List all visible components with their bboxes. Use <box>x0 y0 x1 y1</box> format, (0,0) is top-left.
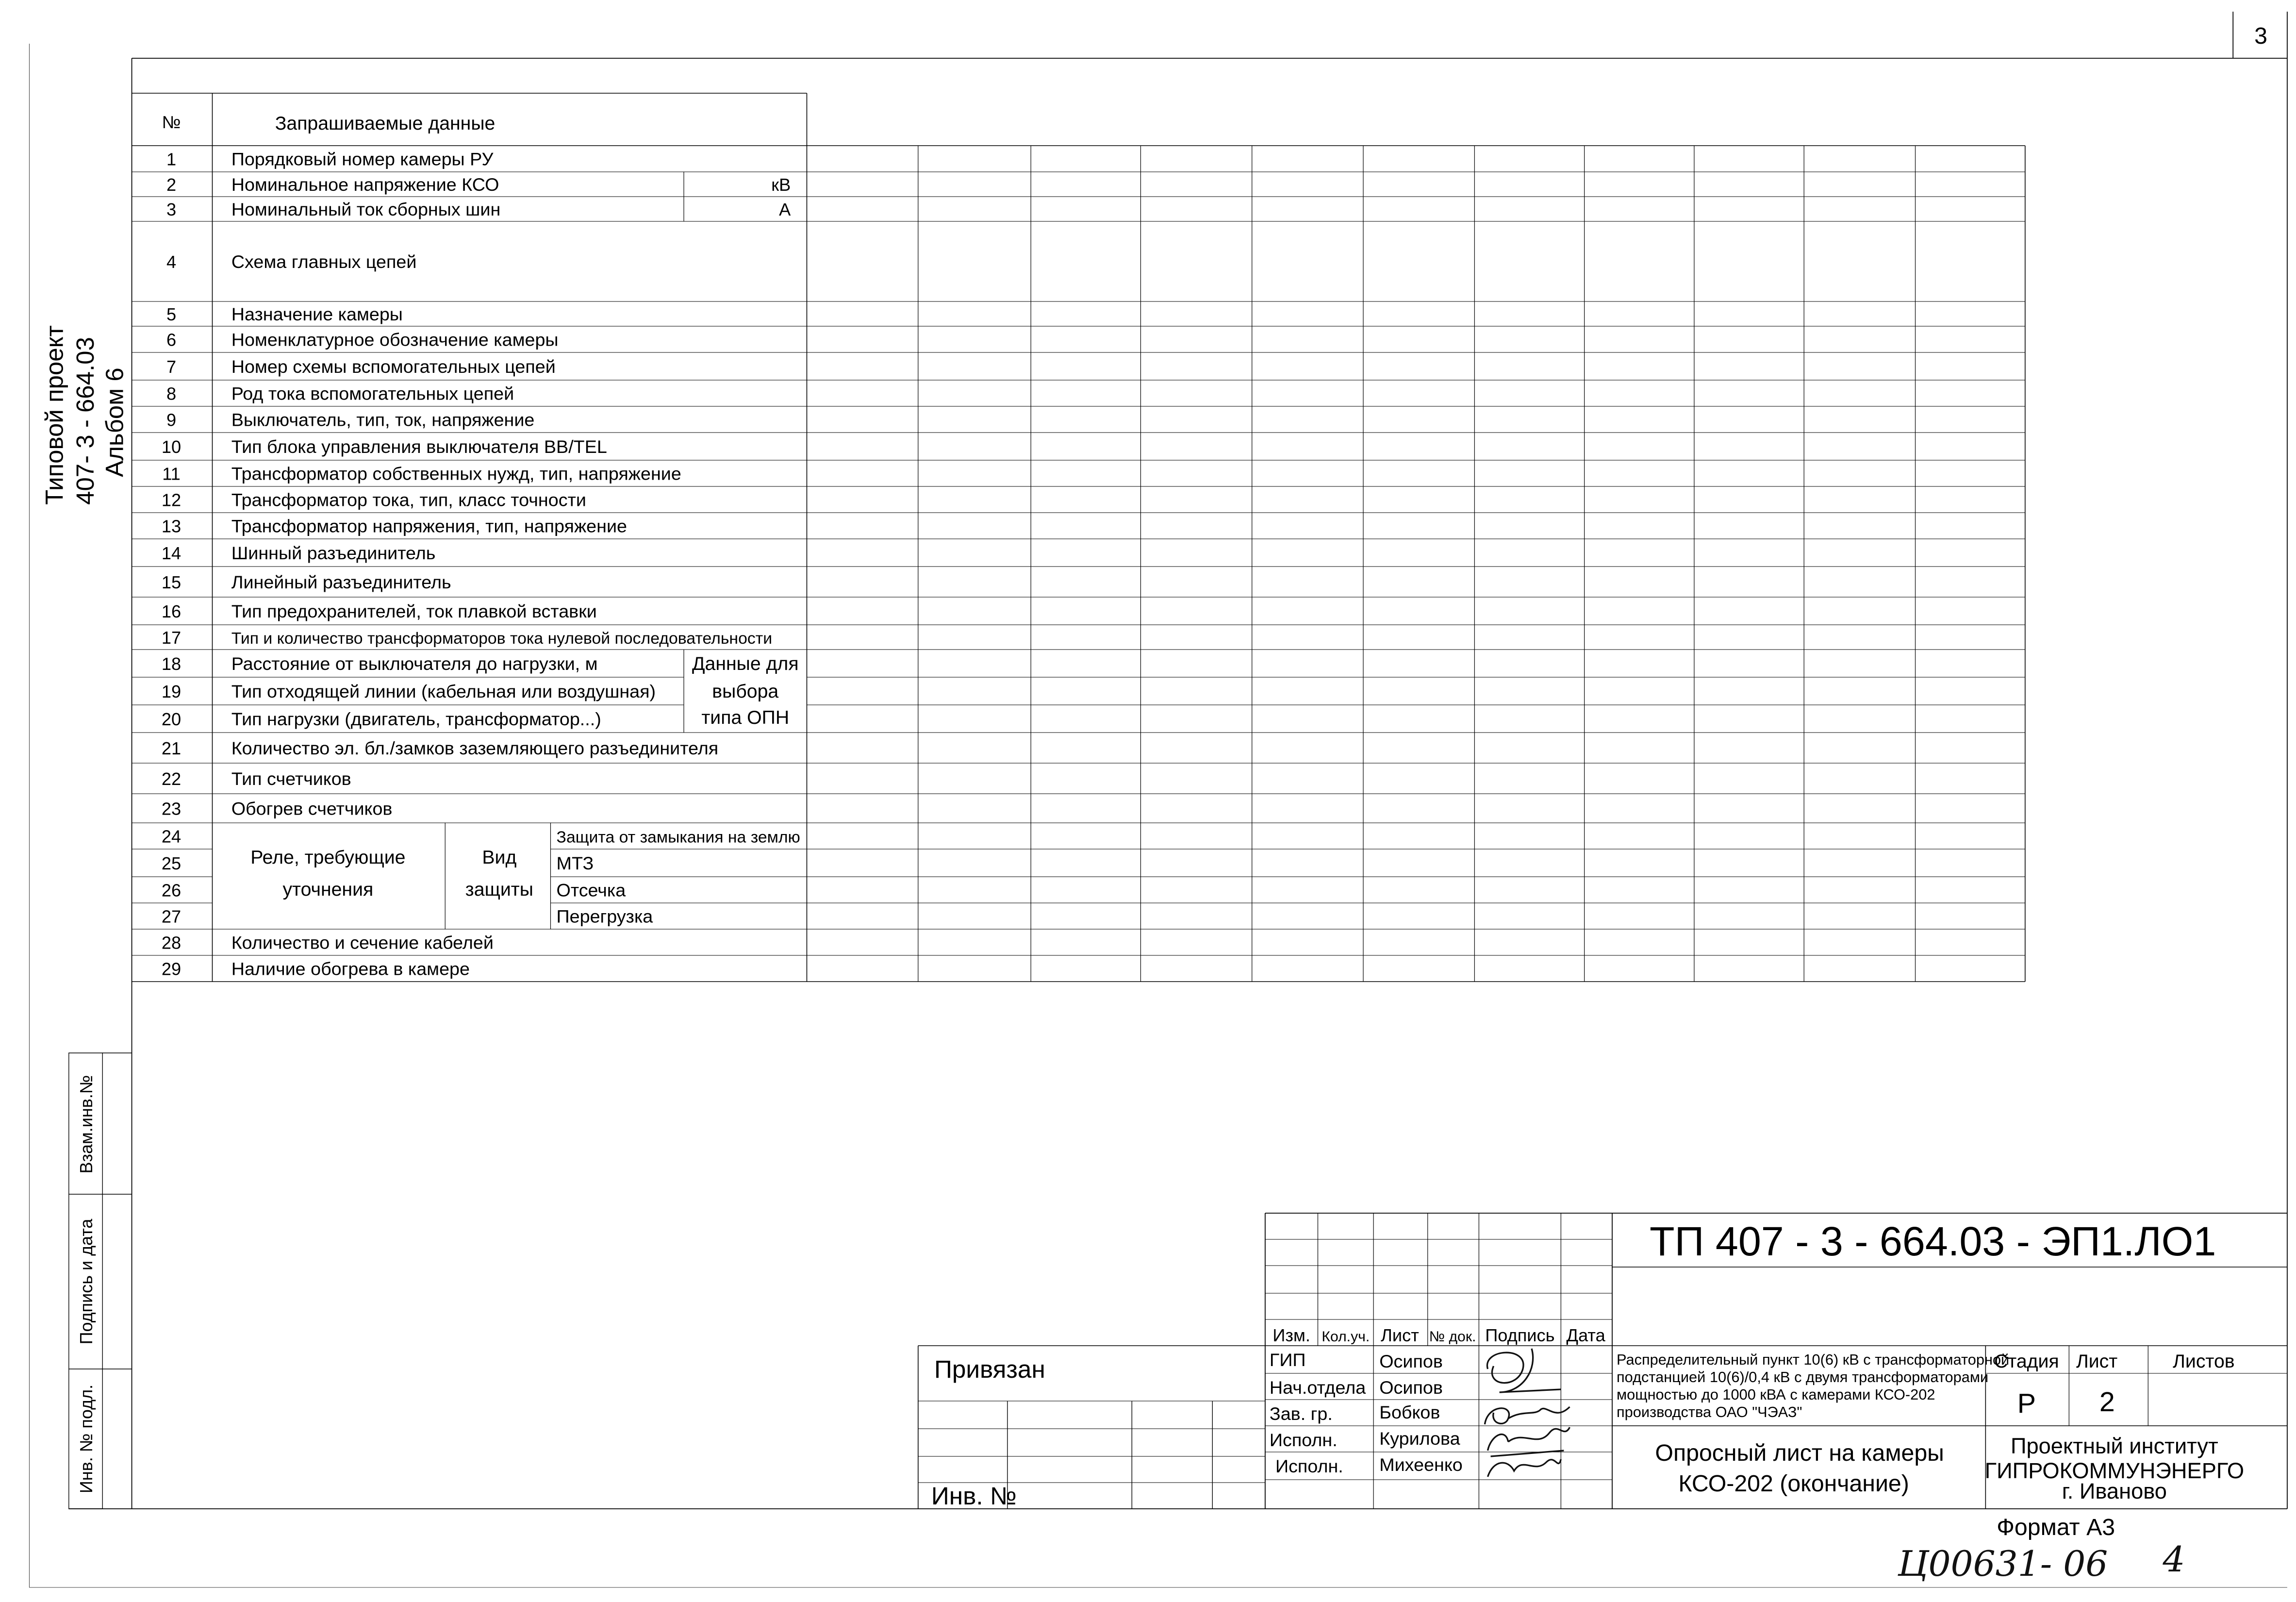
row-label: Номенклатурное обозначение камеры <box>231 329 559 350</box>
table-row <box>162 543 436 563</box>
field-replaces-inv: Взам.инв.№ <box>76 1075 97 1174</box>
row-number: 27 <box>161 906 182 927</box>
table-row <box>162 799 393 819</box>
row-label: Выключатель, тип, ток, напряжение <box>231 409 535 430</box>
row-number: 22 <box>161 769 182 789</box>
row-number: 7 <box>166 357 177 377</box>
object-description-line1: Распределительный пункт 10(6) кВ с трансформаторной <box>1617 1351 2010 1368</box>
signer-name-2: Осипов <box>1379 1377 1443 1398</box>
row-number: 10 <box>161 437 182 457</box>
table-row <box>166 251 417 272</box>
table-row <box>166 410 534 430</box>
row-number: 3 <box>166 200 177 219</box>
organization <box>1985 1434 2244 1503</box>
row-unit: кВ <box>771 175 791 195</box>
row-label: Тип счетчиков <box>231 768 351 789</box>
row-label: Порядковый номер камеры РУ <box>231 149 494 169</box>
sheet-title-line2: КСО-202 (окончание) <box>1678 1470 1909 1497</box>
signature-osipov <box>1487 1349 1561 1392</box>
project-code: 407- 3 - 664.03 <box>71 337 99 505</box>
row-label: Тип отходящей линии (кабельная или воздушная) <box>231 681 656 701</box>
row-label: Обогрев счетчиков <box>231 798 393 819</box>
row-label: Количество и сечение кабелей <box>231 932 494 953</box>
stamp-col-date: Дата <box>1566 1325 1605 1345</box>
object-description-line3: мощностью до 1000 кВА с камерами КСО-202 <box>1617 1386 1935 1403</box>
row-number: 25 <box>161 853 182 873</box>
signer-role-1: ГИП <box>1269 1350 1306 1370</box>
table-row <box>166 149 494 169</box>
column-number-header: № <box>162 112 181 132</box>
format-label: Формат А3 <box>1997 1514 2115 1540</box>
signer-role-4: Исполн. <box>1269 1430 1338 1450</box>
table-row <box>166 304 403 324</box>
questionnaire-table-grid <box>132 93 2025 982</box>
sheet-title <box>1655 1440 1944 1497</box>
table-row <box>162 827 800 847</box>
table-row <box>162 738 718 758</box>
row-number: 2 <box>166 175 177 195</box>
sheet-corner-number: 3 <box>2254 23 2268 49</box>
stamp-col-doc-number: № док. <box>1429 1329 1476 1345</box>
table-row <box>162 933 494 953</box>
row-number: 20 <box>161 709 182 729</box>
opn-label-line2: выбора <box>712 681 779 702</box>
signer-name-4: Курилова <box>1379 1428 1460 1449</box>
relay-label-line1: Реле, требующие <box>250 847 406 868</box>
row-number: 12 <box>161 490 182 510</box>
questionnaire-table-header <box>162 112 496 134</box>
row-label: Количество эл. бл./замков заземляющего разъединителя <box>231 738 719 758</box>
signer-role-3: Зав. гр. <box>1269 1403 1333 1424</box>
field-signature-date: Подпись и дата <box>76 1218 97 1345</box>
stamp-col-count: Кол.уч. <box>1321 1329 1370 1345</box>
row-number: 21 <box>161 738 182 758</box>
row-number: 28 <box>161 933 182 953</box>
table-row <box>166 356 556 377</box>
table-row <box>166 174 791 195</box>
organization-line1: Проектный институт <box>2010 1434 2218 1458</box>
row-unit: А <box>779 200 791 219</box>
row-label: Шинный разъединитель <box>231 543 436 563</box>
document-code: ТП 407 - 3 - 664.03 - ЭП1.ЛО1 <box>1650 1218 2216 1264</box>
table-row <box>162 653 598 674</box>
stamp-col-signature: Подпись <box>1485 1325 1555 1345</box>
left-margin-project <box>41 325 129 505</box>
bound-label: Привязан <box>934 1355 1045 1383</box>
row-number: 8 <box>166 384 177 404</box>
row-number: 24 <box>161 826 182 847</box>
row-label: Тип предохранителей, ток плавкой вставки <box>231 601 597 621</box>
row-label: Назначение камеры <box>231 304 403 324</box>
row-label: Трансформатор собственных нужд, тип, напряжение <box>231 463 681 484</box>
table-row <box>162 709 601 729</box>
archive-sheet-number: 4 <box>2163 1539 2185 1580</box>
stamp-header-columns <box>1272 1325 1605 1345</box>
table-row <box>166 330 559 350</box>
table-row <box>162 768 351 789</box>
field-inv-original: Инв. № подл. <box>76 1384 97 1494</box>
row-label: Номинальное напряжение КСО <box>231 174 499 195</box>
table-row <box>162 681 656 701</box>
row-number: 13 <box>161 516 182 536</box>
table-row <box>162 906 653 927</box>
table-row <box>162 880 626 901</box>
stamp-signers <box>1270 1350 1463 1476</box>
archive-number: Ц00631- 06 <box>1898 1544 2108 1585</box>
row-number: 6 <box>166 330 177 350</box>
row-label: Расстояние от выключателя до нагрузки, м <box>231 653 598 674</box>
handwritten-signatures <box>1485 1349 1569 1477</box>
row-number: 18 <box>161 654 182 674</box>
row-label: Трансформатор напряжения, тип, напряжение <box>231 516 627 536</box>
opn-group-label <box>692 653 799 728</box>
row-label: Тип блока управления выключателя BB/TEL <box>231 436 607 457</box>
row-number: 23 <box>161 799 182 819</box>
signer-role-5: Исполн. <box>1275 1456 1343 1476</box>
table-row <box>162 601 597 621</box>
table-row <box>166 199 791 219</box>
signature-bobkov <box>1485 1407 1569 1424</box>
row-number: 4 <box>166 252 177 272</box>
protection-label-line2: защиты <box>465 879 533 900</box>
stage-label: Стадия <box>1994 1351 2059 1372</box>
stage-value: Р <box>2017 1388 2036 1419</box>
relay-group-label <box>250 847 533 900</box>
row-label: Тип и количество трансформаторов тока нулевой последовательности <box>231 630 773 648</box>
object-description-line4: производства ОАО "ЧЭАЗ" <box>1617 1403 1802 1420</box>
row-number: 26 <box>161 880 182 901</box>
sheet-label: Лист <box>2076 1351 2118 1372</box>
protection-label-line1: Вид <box>482 847 517 868</box>
project-type: Типовой проект <box>40 325 68 505</box>
row-label: Перегрузка <box>556 906 653 927</box>
signer-name-3: Бобков <box>1379 1402 1440 1422</box>
stamp-col-change: Изм. <box>1272 1325 1310 1345</box>
sheets-label: Листов <box>2173 1351 2235 1372</box>
row-number: 9 <box>166 410 177 430</box>
signer-name-5: Михеенко <box>1379 1454 1463 1475</box>
row-number: 1 <box>166 149 177 169</box>
sheet-title-line1: Опросный лист на камеры <box>1655 1440 1944 1466</box>
signer-name-1: Осипов <box>1379 1351 1443 1371</box>
row-number: 19 <box>161 682 182 701</box>
row-label: Защита от замыкания на землю <box>556 828 800 847</box>
row-label: МТЗ <box>556 853 594 873</box>
signature-miheenko <box>1487 1459 1561 1477</box>
relay-label-line2: уточнения <box>282 879 374 900</box>
table-row <box>162 516 627 536</box>
column-data-header: Запрашиваемые данные <box>275 113 496 134</box>
signer-role-2: Нач.отдела <box>1269 1377 1366 1398</box>
stage-sheet-block <box>1994 1351 2235 1419</box>
row-label: Номер схемы вспомогательных цепей <box>231 356 556 377</box>
organization-line2: ГИПРОКОММУНЭНЕРГО <box>1984 1458 2245 1483</box>
object-description-line2: подстанцией 10(6)/0,4 кВ с двумя трансформаторами <box>1617 1368 1989 1385</box>
row-number: 5 <box>166 304 177 324</box>
album-number: Альбом 6 <box>100 367 129 477</box>
object-description <box>1617 1351 2009 1420</box>
row-number: 11 <box>162 464 181 484</box>
row-label: Отсечка <box>556 880 626 901</box>
row-number: 17 <box>161 628 182 648</box>
row-label: Трансформатор тока, тип, класс точности <box>231 489 586 510</box>
sheet-value: 2 <box>2099 1386 2115 1418</box>
row-label: Тип нагрузки (двигатель, трансформатор...) <box>231 709 601 729</box>
row-number: 29 <box>161 959 182 979</box>
stamp-col-sheet: Лист <box>1381 1325 1419 1345</box>
table-row <box>162 490 586 510</box>
organization-line3: г. Иваново <box>2062 1479 2167 1503</box>
left-margin-fields <box>76 1075 96 1494</box>
opn-label-line1: Данные для <box>692 653 799 674</box>
inventory-number-label: Инв. № <box>931 1482 1017 1510</box>
table-row <box>162 572 451 592</box>
row-label: Наличие обогрева в камере <box>231 958 470 979</box>
row-number: 15 <box>161 572 182 592</box>
row-label: Линейный разъединитель <box>231 572 451 592</box>
row-number: 14 <box>161 543 182 563</box>
opn-label-line3: типа ОПН <box>701 707 790 728</box>
table-row <box>162 628 772 648</box>
table-row <box>166 384 514 404</box>
row-label: Род тока вспомогательных цепей <box>231 383 514 404</box>
row-label: Схема главных цепей <box>231 251 417 272</box>
row-label: Номинальный ток сборных шин <box>231 199 501 219</box>
row-number: 16 <box>161 601 182 621</box>
table-row <box>162 436 607 457</box>
table-row <box>162 464 681 484</box>
table-row <box>162 959 470 979</box>
